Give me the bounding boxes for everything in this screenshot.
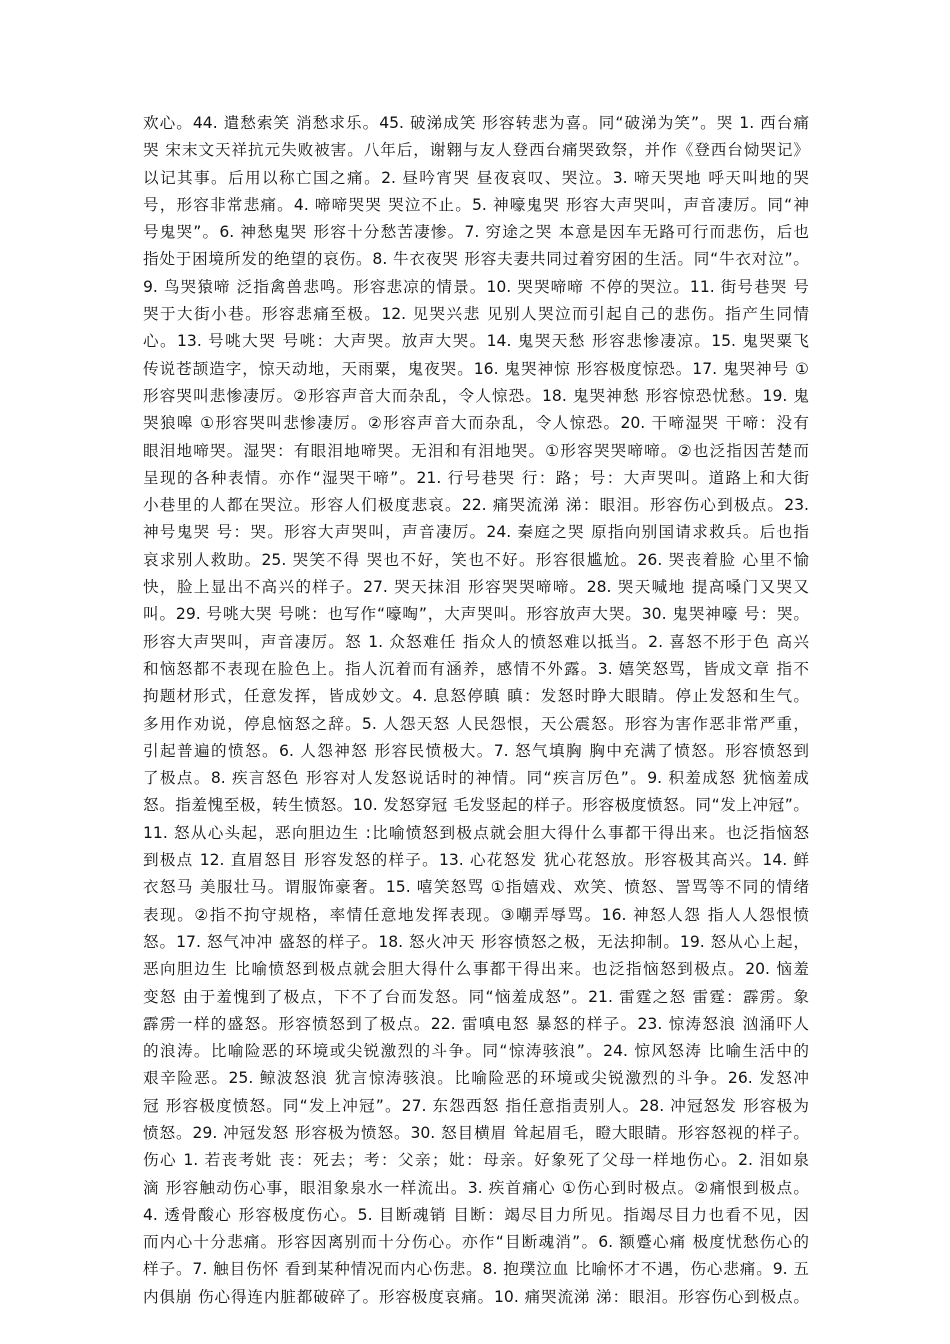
text-line: 变怒 由于羞愧到了极点，下不了台而发怒。同“恼羞成怒”。21. 雷霆之怒 雷霆：霹雳。象 xyxy=(143,987,809,1006)
text-line: 以记其事。后用以称亡国之痛。2. 昼吟宵哭 昼夜哀叹、哭泣。3. 啼天哭地 呼天叫地的哭 xyxy=(143,168,809,187)
text-line: 哀求别人救助。25. 哭笑不得 哭也不好，笑也不好。形容很尴尬。26. 哭丧着脸 心里不愉 xyxy=(143,550,809,569)
text-line: 了极点。8. 疾言怒色 形容对人发怒说话时的神情。同“疾言厉色”。9. 积羞成怒 犹恼羞成 xyxy=(143,769,809,788)
text-line: 神号鬼哭 号：哭。形容大声哭叫，声音凄厉。24. 秦庭之哭 原指向别国请求救兵。后也指 xyxy=(143,523,809,542)
text-line: 哭于大街小巷。形容悲痛至极。12. 见哭兴悲 见别人哭泣而引起自己的悲伤。指产生同情 xyxy=(143,305,809,324)
text-line: 形容哭叫悲惨凄厉。②形容声音大而杂乱，令人惊恐。18. 鬼哭神愁 形容惊恐忧愁。19. 鬼 xyxy=(143,386,809,405)
text-line: 艰辛险恶。25. 鲸波怒浪 犹言惊涛骇浪。比喻险恶的环境或尖锐激烈的斗争。26. 发怒冲 xyxy=(143,1069,809,1088)
text-line: 愤怒。29. 冲冠发怒 形容极为愤怒。30. 怒目横眉 耸起眉毛，瞪大眼睛。形容怒视的样子。 xyxy=(143,1123,809,1142)
text-line: 霹雳一样的盛怒。形容愤怒到了极点。22. 雷嗔电怒 暴怒的样子。23. 惊涛怒浪 汹涌吓人 xyxy=(143,1014,809,1033)
text-line: 9. 鸟哭猿啼 泛指禽兽悲鸣。形容悲凉的情景。10. 哭哭啼啼 不停的哭泣。11. 街号巷哭 号 xyxy=(143,277,809,296)
text-line: 滴 形容触动伤心事，眼泪象泉水一样流出。3. 疾首痛心 ①伤心到时极点。②痛恨到极点。 xyxy=(143,1178,809,1197)
text-line: 呈现的各种表情。亦作“湿哭干啼”。21. 行号巷哭 行：路；号：大声哭叫。道路上和大街 xyxy=(143,468,809,487)
text-line: 表现。②指不拘守规格，率情任意地发挥表现。③嘲弄辱骂。16. 神怒人怨 指人人怨恨愤 xyxy=(143,905,809,924)
body-text xyxy=(143,110,809,1311)
text-line: 形容大声哭叫，声音凄厉。怒 1. 众怒难任 指众人的愤怒难以抵当。2. 喜怒不形于色 高兴 xyxy=(143,632,809,651)
text-line: 的浪涛。比喻险恶的环境或尖锐激烈的斗争。同“惊涛骇浪”。24. 惊风怒涛 比喻生活中的 xyxy=(143,1042,809,1061)
text-line: 11. 怒从心头起，恶向胆边生 :比喻愤怒到极点就会胆大得什么事都干得出来。也泛指恼怒 xyxy=(143,823,809,842)
text-line: 快，脸上显出不高兴的样子。27. 哭天抹泪 形容哭哭啼啼。28. 哭天喊地 提高嗓门又哭又 xyxy=(143,578,809,597)
text-line: 哭狼嗥 ①形容哭叫悲惨凄厉。②形容声音大而杂乱，令人惊恐。20. 干啼湿哭 干啼：没有 xyxy=(143,414,809,433)
text-line: 心。13. 号咷大哭 号咷：大声哭。放声大哭。14. 鬼哭天愁 形容悲惨凄凉。15. 鬼哭粟飞 xyxy=(143,332,809,351)
text-line: 怒。指羞愧至极，转生愤怒。10. 发怒穿冠 毛发竖起的样子。形容极度愤怒。同“发上冲冠”。 xyxy=(143,796,809,815)
text-line: 传说苍颉造字，惊天动地，天雨粟，鬼夜哭。16. 鬼哭神惊 形容极度惊恐。17. 鬼哭神号 ① xyxy=(143,359,809,378)
text-line: 4. 透骨酸心 形容极度伤心。5. 目断魂销 目断：竭尽目力所见。指竭尽目力也看不见，因 xyxy=(143,1205,809,1224)
text-line: 引起普遍的愤怒。6. 人怨神怒 形容民愤极大。7. 怒气填胸 胸中充满了愤怒。形容愤怒到 xyxy=(143,741,809,760)
text-line: 衣怒马 美服壮马。谓服饰豪奢。15. 嘻笑怒骂 ①指嬉戏、欢笑、愤怒、詈骂等不同的情绪 xyxy=(143,878,809,897)
text-line: 眼泪地啼哭。湿哭：有眼泪地啼哭。无泪和有泪地哭。①形容哭哭啼啼。②也泛指因苦楚而 xyxy=(143,441,809,460)
text-line: 指处于困境所发的绝望的哀伤。8. 牛衣夜哭 形容夫妻共同过着穷困的生活。同“牛衣对泣”。 xyxy=(143,250,809,269)
text-line: 而内心十分悲痛。形容因离别而十分伤心。亦作“目断魂消”。6. 额蹙心痛 极度忧愁伤心的 xyxy=(143,1233,809,1252)
text-line: 和恼怒都不表现在脸色上。指人沉着而有涵养，感情不外露。3. 嬉笑怒骂，皆成文章 指不 xyxy=(143,659,809,678)
text-line: 多用作劝说，停息恼怒之辞。5. 人怨天怒 人民怨恨，天公震怒。形容为害作恶非常严重， xyxy=(143,714,809,733)
text-line: 内俱崩 伤心得连内脏都破碎了。形容极度哀痛。10. 痛哭流涕 涕：眼泪。形容伤心到极点。 xyxy=(143,1287,809,1306)
text-line: 恶向胆边生 比喻愤怒到极点就会胆大得什么事都干得出来。也泛指恼怒到极点。20. 恼羞 xyxy=(143,960,809,979)
text-line: 拘题材形式，任意发挥，皆成妙文。4. 息怒停瞋 瞋：发怒时睁大眼睛。停止发怒和生气。 xyxy=(143,687,809,706)
text-line: 叫。29. 号咷大哭 号咷：也写作“嚎啕”，大声哭叫。形容放声大哭。30. 鬼哭神嚎 号：哭。 xyxy=(143,605,809,624)
text-line: 号，形容非常悲痛。4. 啼啼哭哭 哭泣不止。5. 神嚎鬼哭 形容大声哭叫，声音凄厉。同“神 xyxy=(143,195,809,214)
text-line: 冠 形容极度愤怒。同“发上冲冠”。27. 东怨西怒 指任意指责别人。28. 冲冠怒发 形容极为 xyxy=(143,1096,809,1115)
text-line: 伤心 1. 若丧考妣 丧：死去；考：父亲；妣：母亲。好象死了父母一样地伤心。2. 泪如泉 xyxy=(143,1151,809,1170)
text-line: 小巷里的人都在哭泣。形容人们极度悲哀。22. 痛哭流涕 涕：眼泪。形容伤心到极点。23. xyxy=(143,496,809,515)
text-line: 怒。17. 怒气冲冲 盛怒的样子。18. 怒火冲天 形容愤怒之极，无法抑制。19. 怒从心上起， xyxy=(143,932,809,951)
text-line: 到极点 12. 直眉怒目 形容发怒的样子。13. 心花怒发 犹心花怒放。形容极其高兴。14. 鲜 xyxy=(143,851,809,870)
text-line: 欢心。44. 遣愁索笑 消愁求乐。45. 破涕成笑 形容转悲为喜。同“破涕为笑”。哭 1. 西台痛 xyxy=(143,114,809,132)
text-line: 样子。7. 触目伤怀 看到某种情况而内心伤悲。8. 抱璞泣血 比喻怀才不遇，伤心悲痛。9. 五 xyxy=(143,1260,809,1279)
text-line: 哭 宋末文天祥抗元失败被害。八年后，谢翱与友人登西台痛哭致祭，并作《登西台恸哭记》 xyxy=(143,141,809,160)
text-line: 号鬼哭”。6. 神愁鬼哭 形容十分愁苦凄惨。7. 穷途之哭 本意是因车无路可行而悲伤，后也 xyxy=(143,223,809,242)
